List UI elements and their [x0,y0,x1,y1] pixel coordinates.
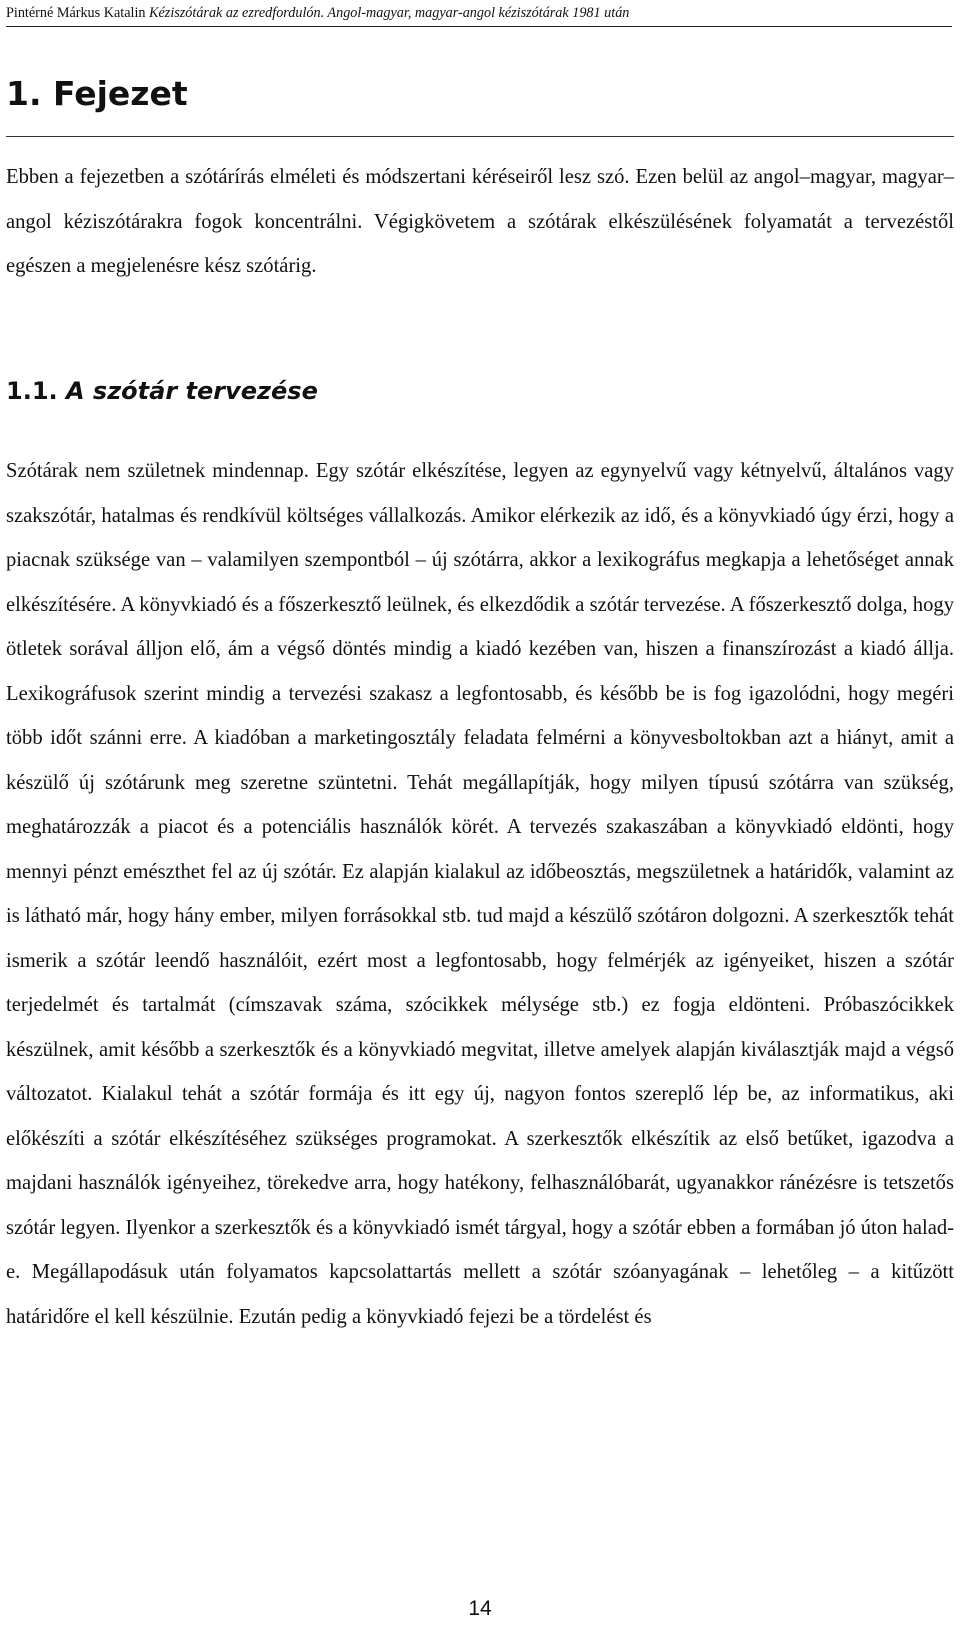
header-author: Pintérné Márkus Katalin [6,5,146,21]
section-body-paragraph: Szótárak nem születnek mindennap. Egy szótár elkészítése, legyen az egynyelvű vagy kétnyelvű, általános vagy szakszótár, hatalmas és rendkívül költséges vállalkozás. Amikor elérkezik az idő, és a könyvkiadó úgy érzi, hogy a piacnak szüksége van – valamilyen szempontból – új szótárra, akkor a lexikográfus megkapja a lehetőséget annak elkészítésére. A könyvkiadó és a főszerkesztő leülnek, és elkezdődik a szótár tervezése. A főszerkesztő dolga, hogy ötletek sorával álljon elő, ám a végső döntés mindig a kiadó kezében van, hiszen a finanszírozást a kiadó állja. Lexikográfusok szerint mindig a tervezési szakasz a legfontosabb, és később be is fog igazolódni, hogy megéri több időt szánni erre. A kiadóban a marketingosztály feladata felmérni a könyvesboltokban azt a hiányt, amit a készülő új szótárunk meg szeretne szüntetni. Tehát megállapítják, hogy milyen típusú szótárra van szükség, meghatározzák a piacot és a potenciális használók körét. A tervezés szakaszában a könyvkiadó eldönti, hogy mennyi pénzt emészthet fel az új szótár. Ez alapján kialakul az időbeosztás, megszületnek a határidők, valamint az is látható már, hogy hány ember, milyen forrásokkal stb. tud majd a készülő szótáron dolgozni. A szerkesztők tehát ismerik a szótár leendő használóit, ezért most a legfontosabb, hogy felmérjék az igényeiket, hiszen a szótár terjedelmét és tartalmát (címszavak száma, szócikkek mélysége stb.) ez fogja eldönteni. Próbaszócikkek készülnek, amit később a szerkesztők és a könyvkiadó megvitat, illetve amelyek alapján kiválasztják majd a végső változatot. Kialakul tehát a szótár formája és itt egy új, nagyon fontos szereplő lép be, az informatikus, aki előkészíti a szótár elkészítéséhez szükséges programokat. A szerkesztők elkészítik az első betűket, igazodva a majdani használók igényeihez, törekedve arra, hogy hatékony, felhasználóbarát, ugyanakkor ránézésre is tetszetős szótár legyen. Ilyenkor a szerkesztők és a könyvkiadó ismét tárgyal, hogy a szótár ebben a formában jó úton halad-e. Megállapodásuk után folyamatos kapcsolattartás mellett a szótár szóanyagának – lehetőleg – a kitűzött határidőre el kell készülnie. Ezután pedig a könyvkiadó fejezi be a tördelést és [6,460,954,1328]
page-number: 14 [468,1597,492,1620]
chapter-divider [6,136,954,137]
section-title: A szótár tervezése [66,377,318,405]
running-header [6,4,954,22]
header-divider [6,26,952,27]
section-heading [6,373,318,409]
header-title: Kéziszótárak az ezredfordulón. Angol-magyar, magyar-angol kéziszótárak 1981 után [149,5,630,21]
chapter-heading: 1. Fejezet [6,74,188,113]
section-number: 1.1. [6,377,58,405]
chapter-intro-paragraph: Ebben a fejezetben a szótárírás elméleti és módszertani kéréseiről lesz szó. Ezen belül az angol–magyar, magyar–angol kéziszótárakra fogok koncentrálni. Végigkövetem a szótárak elkészülésének folyamatát a tervezéstől egészen a megjelenésre kész szótárig. [6,166,954,277]
